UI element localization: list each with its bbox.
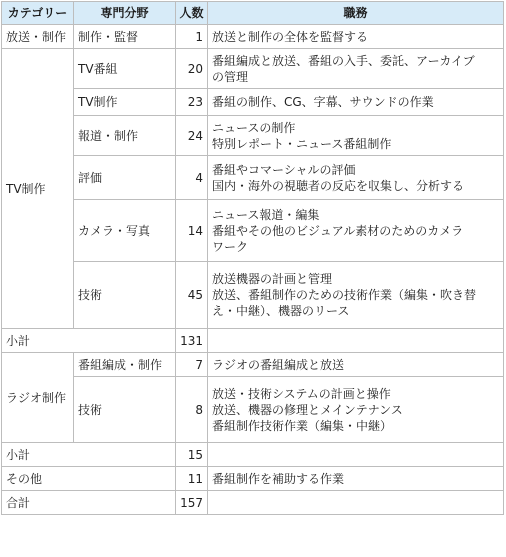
field-cell: TV制作: [74, 89, 176, 116]
duty-cell: 放送・技術システムの計画と操作 放送、機器の修理とメインテナンス 番組制作技術作業（編集・中継）: [208, 377, 504, 443]
total-row: [2, 491, 504, 515]
duty-cell: ラジオの番組編成と放送: [208, 353, 504, 377]
table-row: [2, 156, 504, 200]
subtotal-row: [2, 443, 504, 467]
table-row: [2, 200, 504, 262]
other-label: その他: [2, 467, 176, 491]
duty-cell: 番組の制作、CG、字幕、サウンドの作業: [208, 89, 504, 116]
header-field: 専門分野: [74, 2, 176, 25]
count-cell: 23: [176, 89, 208, 116]
field-cell: 報道・制作: [74, 116, 176, 156]
field-cell: カメラ・写真: [74, 200, 176, 262]
duty-cell: ニュースの制作 特別レポート・ニュース番組制作: [208, 116, 504, 156]
count-cell: 20: [176, 49, 208, 89]
count-cell: 14: [176, 200, 208, 262]
table-row: [2, 116, 504, 156]
duty-cell: ニュース報道・編集 番組やその他のビジュアル素材のためのカメラ ワーク: [208, 200, 504, 262]
count-cell: 1: [176, 25, 208, 49]
duty-cell: 放送機器の計画と管理 放送、番組制作のための技術作業（編集・吹き替 え・中継）、機器のリース: [208, 262, 504, 329]
total-count: 157: [176, 491, 208, 515]
count-cell: 24: [176, 116, 208, 156]
duty-cell: [208, 491, 504, 515]
header-category: カテゴリー: [2, 2, 74, 25]
duty-cell: 放送と制作の全体を監督する: [208, 25, 504, 49]
duty-cell: 番組編成と放送、番組の入手、委託、アーカイブ の管理: [208, 49, 504, 89]
subtotal-count: 15: [176, 443, 208, 467]
subtotal-label: 小計: [2, 329, 176, 353]
category-cell: 放送・制作: [2, 25, 74, 49]
field-cell: 評価: [74, 156, 176, 200]
table-row: [2, 262, 504, 329]
duty-cell: [208, 443, 504, 467]
table-row: [2, 467, 504, 491]
count-cell: 8: [176, 377, 208, 443]
category-cell: ラジオ制作: [2, 353, 74, 443]
header-count: 人数: [176, 2, 208, 25]
duty-cell: [208, 329, 504, 353]
subtotal-row: [2, 329, 504, 353]
staff-table: [1, 1, 504, 515]
category-cell: TV制作: [2, 49, 74, 329]
count-cell: 45: [176, 262, 208, 329]
table-row: [2, 377, 504, 443]
field-cell: 技術: [74, 262, 176, 329]
total-label: 合計: [2, 491, 176, 515]
table-row: [2, 353, 504, 377]
duty-cell: 番組やコマーシャルの評価 国内・海外の視聴者の反応を収集し、分析する: [208, 156, 504, 200]
field-cell: 番組編成・制作: [74, 353, 176, 377]
subtotal-count: 131: [176, 329, 208, 353]
field-cell: TV番組: [74, 49, 176, 89]
subtotal-label: 小計: [2, 443, 176, 467]
count-cell: 7: [176, 353, 208, 377]
field-cell: 制作・監督: [74, 25, 176, 49]
field-cell: 技術: [74, 377, 176, 443]
table-row: [2, 49, 504, 89]
other-count: 11: [176, 467, 208, 491]
table-row: [2, 25, 504, 49]
table-row: [2, 89, 504, 116]
duty-cell: 番組制作を補助する作業: [208, 467, 504, 491]
header-row: [2, 2, 504, 25]
header-duty: 職務: [208, 2, 504, 25]
count-cell: 4: [176, 156, 208, 200]
